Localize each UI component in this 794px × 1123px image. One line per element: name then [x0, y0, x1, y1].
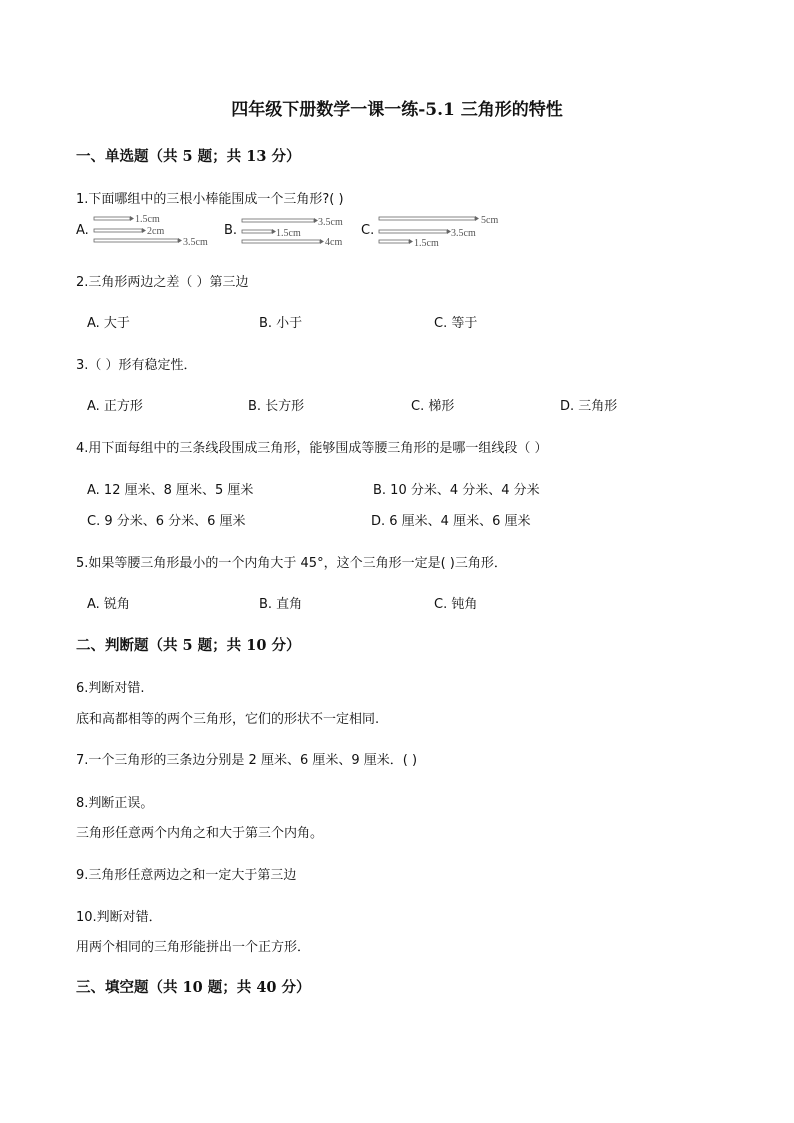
q5-option-a[interactable]: A. 锐角: [87, 597, 130, 612]
question-10-statement: 用两个相同的三角形能拼出一个正方形．: [76, 940, 311, 955]
question-8-stem: 8.判断正误。: [76, 796, 154, 811]
question-7-stem: 7.一个三角形的三条边分别是 2 厘米、6 厘米、9 厘米．( ): [76, 753, 418, 768]
stick-1: [242, 217, 343, 228]
q4-option-c[interactable]: C. 9 分米、6 分米、6 厘米: [87, 514, 246, 529]
q3-option-a[interactable]: A. 正方形: [87, 399, 143, 414]
question-8-statement: 三角形任意两个内角之和大于第三个内角。: [76, 826, 324, 841]
question-10-stem: 10.判断对错．: [76, 910, 162, 925]
stick-label: 1.5cm: [135, 214, 160, 225]
q4-option-b[interactable]: B. 10 分米、4 分米、4 分米: [373, 483, 540, 498]
section-heading-fill-in: 三、填空题（共 10 题；共 40 分）: [76, 979, 311, 996]
stick-label: 3.5cm: [451, 228, 476, 239]
question-6-stem: 6.判断对错.: [76, 681, 145, 696]
q1-option-a-letter[interactable]: A.: [76, 223, 89, 238]
stick-1: [379, 215, 498, 226]
stick-3: [379, 238, 439, 249]
question-2-stem: 2.三角形两边之差（ ）第三边: [76, 275, 249, 290]
question-4-stem: 4.用下面每组中的三条线段围成三角形，能够围成等腰三角形的是哪一组线段（ ）: [76, 441, 548, 456]
stick-1: [94, 214, 160, 225]
q1-option-a-sticks-figure: [92, 212, 222, 250]
stick-label: 4cm: [325, 237, 343, 248]
section-heading-single-choice: 一、单选题（共 5 题；共 13 分）: [76, 148, 301, 165]
q1-option-c-letter[interactable]: C.: [361, 223, 375, 238]
question-6-statement: 底和高都相等的两个三角形，它们的形状不一定相同.: [76, 712, 380, 727]
q3-option-b[interactable]: B. 长方形: [248, 399, 305, 414]
stick-2: [242, 228, 301, 239]
q1-option-c-sticks-figure: [377, 212, 512, 250]
q5-option-c[interactable]: C. 钝角: [434, 597, 478, 612]
q2-option-b[interactable]: B. 小于: [259, 316, 303, 331]
stick-label: 5cm: [481, 215, 499, 226]
question-5-stem: 5.如果等腰三角形最小的一个内角大于 45°，这个三角形一定是( )三角形．: [76, 556, 507, 571]
question-9-stem: 9.三角形任意两边之和一定大于第三边: [76, 868, 297, 883]
stick-label: 3.5cm: [318, 217, 343, 228]
stick-3: [94, 237, 208, 248]
q3-option-c[interactable]: C. 梯形: [411, 399, 455, 414]
question-1-stem: 1.下面哪组中的三根小棒能围成一个三角形?( ): [76, 192, 344, 207]
q2-option-a[interactable]: A. 大于: [87, 316, 130, 331]
q3-option-d[interactable]: D. 三角形: [560, 399, 618, 414]
q4-option-a[interactable]: A. 12 厘米、8 厘米、5 厘米: [87, 483, 254, 498]
stick-label: 2cm: [147, 226, 165, 237]
stick-label: 1.5cm: [414, 238, 439, 249]
stick-2: [94, 226, 164, 237]
q5-option-b[interactable]: B. 直角: [259, 597, 303, 612]
stick-label: 1.5cm: [276, 228, 301, 239]
question-3-stem: 3.（ ）形有稳定性．: [76, 358, 197, 373]
q2-option-c[interactable]: C. 等于: [434, 316, 478, 331]
section-heading-true-false: 二、判断题（共 5 题；共 10 分）: [76, 637, 301, 654]
page-title: 四年级下册数学一课一练-5.1 三角形的特性: [231, 100, 563, 120]
q1-option-b-letter[interactable]: B.: [224, 223, 238, 238]
q4-option-d[interactable]: D. 6 厘米、4 厘米、6 厘米: [371, 514, 531, 529]
q1-option-b-sticks-figure: [240, 212, 360, 250]
stick-label: 3.5cm: [183, 237, 208, 248]
